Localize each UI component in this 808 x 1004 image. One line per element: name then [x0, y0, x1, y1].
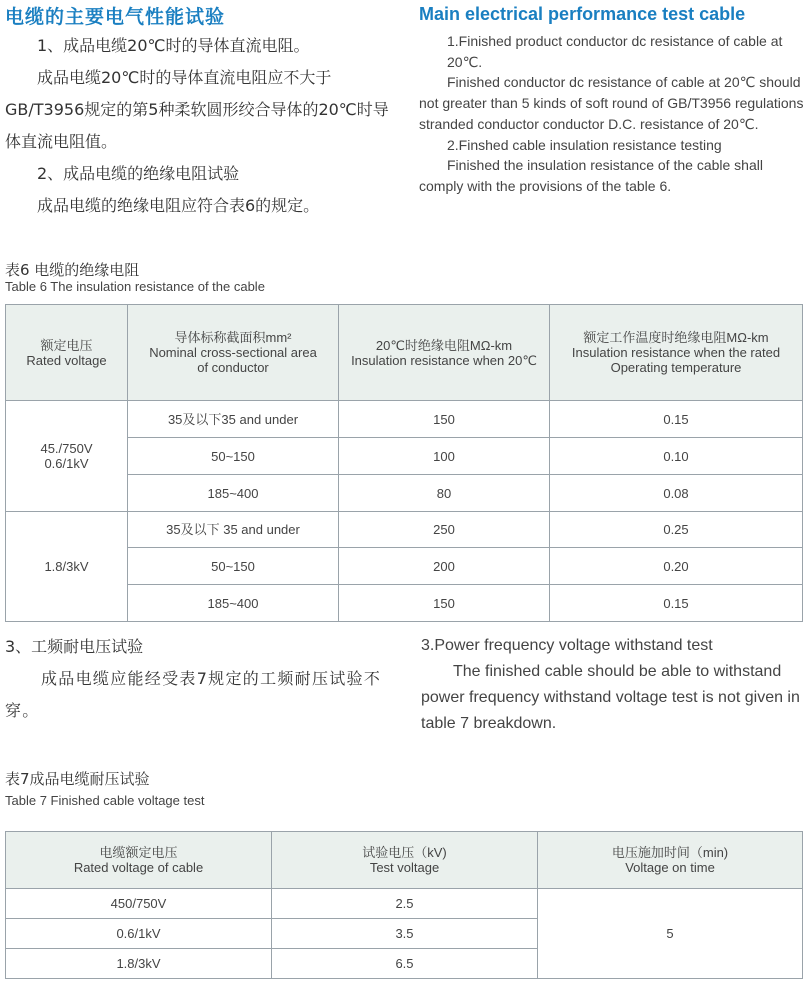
table-row	[6, 401, 803, 438]
table6-cell: 0.25	[550, 512, 803, 548]
table6-cell: 50~150	[128, 548, 339, 585]
table6-cell: 0.15	[550, 585, 803, 622]
table6-cell: 100	[339, 438, 550, 475]
section1-cn	[5, 30, 393, 222]
table6-cell: 185~400	[128, 475, 339, 512]
item3-cn: 3、工频耐电压试验	[5, 637, 144, 656]
table7-header-row	[6, 832, 803, 889]
table6-cell: 0.10	[550, 438, 803, 475]
para2-cn: 成品电缆的绝缘电阻应符合表6的规定。	[37, 196, 320, 215]
table7-cell: 3.5	[272, 919, 538, 949]
table7-cell: 2.5	[272, 889, 538, 919]
table7	[5, 831, 803, 979]
table6-header-row	[6, 305, 803, 401]
table6-voltage-cell: 1.8/3kV	[6, 512, 128, 622]
section1-en	[419, 31, 807, 197]
para1-cn: 成品电缆20℃时的导体直流电阻应不大于GB/T3956规定的第5种柔软圆形绞合导体的20℃时导体直流电阻值。	[5, 68, 389, 151]
table6-cell: 0.08	[550, 475, 803, 512]
item2-cn: 2、成品电缆的绝缘电阻试验	[37, 164, 240, 183]
item2-en: 2.Finshed cable insulation resistance testing	[447, 136, 722, 153]
para1-en: Finished conductor dc resistance of cable at 20℃ should not greater than 5 kinds of soft round of GB/T3956 regulations stranded conductor conductor D.C. resistance of 20℃.	[419, 74, 804, 132]
section3-en	[421, 633, 806, 737]
table6-header-section: 导体标称截面积mm² Nominal cross-sectional area of conductor	[128, 305, 339, 401]
table6-voltage-cell: 45./750V 0.6/1kV	[6, 401, 128, 512]
table6-cell: 80	[339, 475, 550, 512]
table6-cell: 250	[339, 512, 550, 548]
table6-header-voltage: 额定电压 Rated voltage	[6, 305, 128, 401]
para2-en: Finished the insulation resistance of the cable shall comply with the provisions of the table 6.	[419, 157, 763, 194]
table6-header-resistance-20c: 20℃时绝缘电阻MΩ-km Insulation resistance when 20℃	[339, 305, 550, 401]
table6-cell: 200	[339, 548, 550, 585]
table7-caption-cn: 表7成品电缆耐压试验	[5, 770, 150, 788]
table6-header-resistance-rated: 额定工作温度时绝缘电阻MΩ-km Insulation resistance when the rated Operating temperature	[550, 305, 803, 401]
heading-cn: 电缆的主要电气性能试验	[5, 6, 226, 28]
table7-cell: 450/750V	[6, 889, 272, 919]
table7-cell: 0.6/1kV	[6, 919, 272, 949]
table7-cell: 1.8/3kV	[6, 949, 272, 979]
table7-header-test-voltage: 试验电压（kV) Test voltage	[272, 832, 538, 889]
table7-cell: 6.5	[272, 949, 538, 979]
table7-header-rated-voltage: 电缆额定电压 Rated voltage of cable	[6, 832, 272, 889]
table7-time-cell: 5	[538, 889, 803, 979]
table-row	[6, 889, 803, 919]
table6-cell: 50~150	[128, 438, 339, 475]
table6-cell: 150	[339, 401, 550, 438]
para3-en: The finished cable should be able to withstand power frequency withstand voltage test is not given in table 7 breakdown.	[421, 663, 800, 732]
item1-en: 1.Finished product conductor dc resistance of cable at 20℃.	[447, 33, 783, 70]
table6-cell: 35及以下 35 and under	[128, 512, 339, 548]
table6-cell: 0.15	[550, 401, 803, 438]
table6-cell: 35及以下35 and under	[128, 401, 339, 438]
item3-en: 3.Power frequency voltage withstand test	[421, 637, 713, 654]
heading-en: Main electrical performance test cable	[419, 4, 746, 24]
table6-cell: 150	[339, 585, 550, 622]
table6-cell: 185~400	[128, 585, 339, 622]
table6-caption-en: Table 6 The insulation resistance of the cable	[5, 279, 265, 294]
table6-cell: 0.20	[550, 548, 803, 585]
table6-caption-cn: 表6 电缆的绝缘电阻	[5, 261, 140, 279]
para3-cn: 成品电缆应能经受表7规定的工频耐压试验不穿。	[5, 669, 382, 720]
table6	[5, 304, 803, 622]
table-row	[6, 512, 803, 548]
table7-header-voltage-time: 电压施加时间（min) Voltage on time	[538, 832, 803, 889]
item1-cn: 1、成品电缆20℃时的导体直流电阻。	[37, 36, 310, 55]
section3-cn	[5, 631, 393, 727]
table7-caption-en: Table 7 Finished cable voltage test	[5, 793, 205, 808]
